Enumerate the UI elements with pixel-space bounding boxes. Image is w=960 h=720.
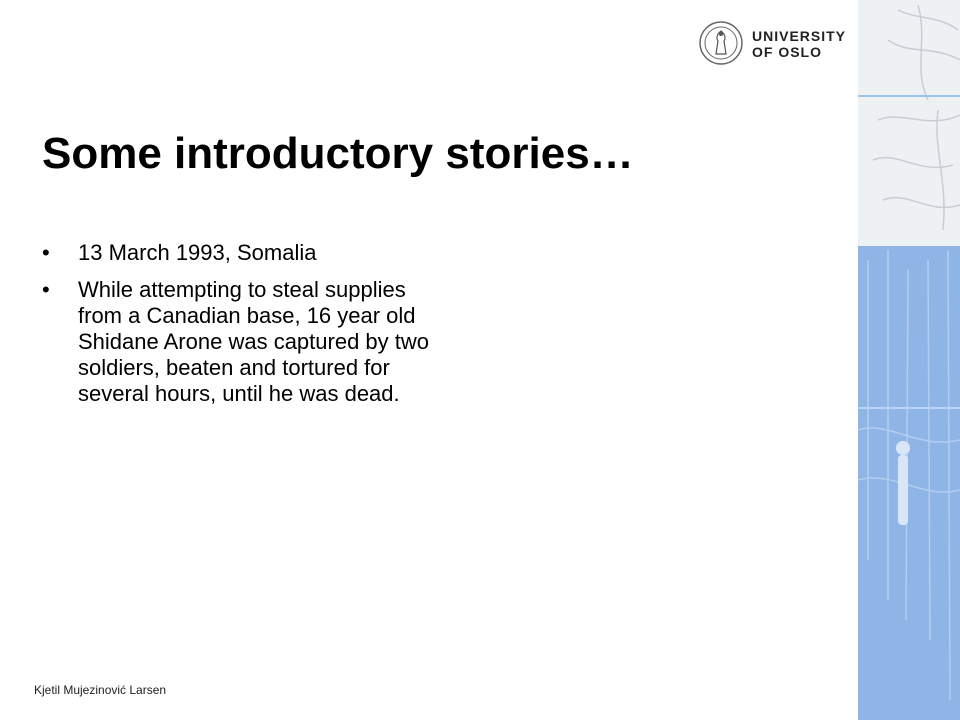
bullet-item [42, 240, 442, 266]
bullet-glyph: • [42, 277, 50, 302]
logo-line-2: OF OSLO [752, 44, 822, 60]
university-seal-icon [698, 20, 744, 66]
bullet-list [42, 240, 442, 418]
band-sculpture-illustration [858, 0, 960, 720]
bullet-item [42, 277, 442, 407]
logo-line-1: UNIVERSITY [752, 28, 847, 44]
university-logo [698, 20, 848, 70]
band-accent-line-top [858, 95, 960, 97]
footer-author: Kjetil Mujezinović Larsen [34, 683, 167, 697]
bullet-text: While attempting to steal supplies from a Canadian base, 16 year old Shidane Arone was captured by two soldiers, beaten and tortured for several hours, until he was dead. [78, 277, 430, 406]
decorative-side-band [858, 0, 960, 720]
slide-title: Some introductory stories… [42, 129, 634, 178]
logo-wordmark [752, 28, 846, 60]
band-accent-line-bottom [858, 407, 960, 409]
bullet-glyph: • [42, 240, 50, 265]
bullet-text: 13 March 1993, Somalia [78, 240, 317, 265]
